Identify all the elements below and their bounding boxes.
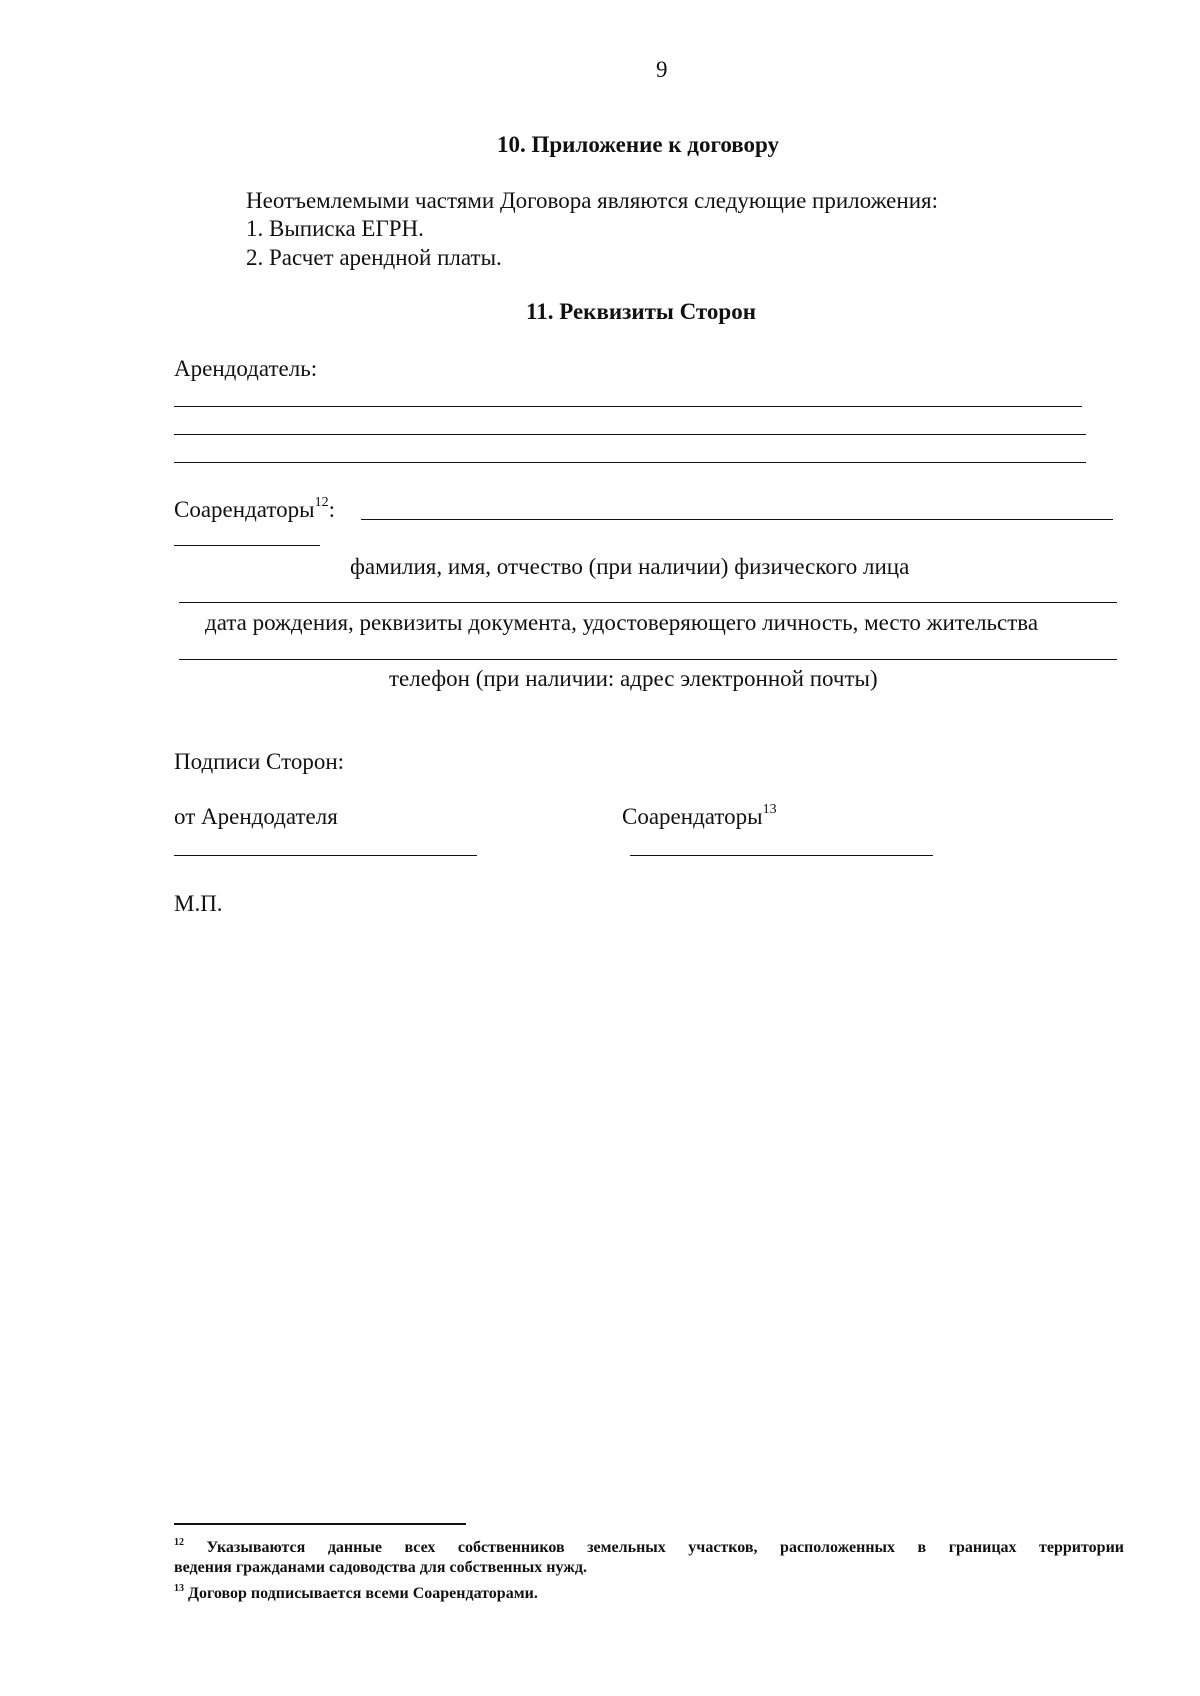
landlord-line-2 bbox=[174, 434, 1086, 435]
section-10-heading: 10. Приложение к договору bbox=[497, 132, 779, 157]
cotenants-line bbox=[361, 519, 1113, 520]
phone-line bbox=[179, 659, 1117, 660]
footnote-12 bbox=[174, 1538, 1124, 1578]
landlord-line-1 bbox=[174, 406, 1082, 407]
footnote-separator bbox=[174, 1523, 466, 1525]
footnote-ref-12: 12 bbox=[314, 495, 329, 511]
landlord-line-3 bbox=[174, 462, 1086, 463]
appendix-item-1: 1. Выписка ЕГРН. bbox=[246, 216, 424, 241]
footnote-12-number: 12 bbox=[174, 1536, 184, 1548]
footnote-13-number: 13 bbox=[174, 1582, 184, 1594]
caption-phone-email: телефон (при наличии: адрес электронной почты) bbox=[389, 666, 878, 691]
footnote-12-text-continued: ведения гражданами садоводства для собственных нужд. bbox=[174, 1559, 587, 1576]
caption-birth-document: дата рождения, реквизиты документа, удостоверяющего личность, место жительства bbox=[205, 610, 1039, 635]
signatures-heading: Подписи Сторон: bbox=[174, 749, 345, 774]
caption-full-name: фамилия, имя, отчество (при наличии) физического лица bbox=[350, 554, 910, 579]
footnote-12-line-1 bbox=[174, 1538, 1124, 1558]
page-number: 9 bbox=[656, 57, 668, 82]
landlord-label: Арендодатель: bbox=[174, 356, 318, 381]
cotenants-short-line bbox=[174, 545, 320, 546]
appendix-intro: Неотъемлемыми частями Договора являются следующие приложения: bbox=[246, 188, 938, 213]
landlord-signature-label: от Арендодателя bbox=[174, 804, 338, 829]
cotenants-signature-line bbox=[630, 855, 933, 856]
cotenants-colon: : bbox=[328, 497, 335, 522]
footnote-13 bbox=[174, 1584, 538, 1604]
landlord-signature-line bbox=[174, 855, 477, 856]
seal-label: М.П. bbox=[174, 891, 223, 916]
footnote-12-text: Указываются данные всех собственников земельных участков, расположенных в границах территории bbox=[206, 1539, 1125, 1556]
cotenants-label bbox=[174, 496, 335, 523]
birth-line bbox=[179, 602, 1117, 603]
cotenants-signature-text: Соарендаторы bbox=[622, 804, 763, 829]
cotenants-signature-label bbox=[622, 803, 777, 830]
appendix-item-2: 2. Расчет арендной платы. bbox=[246, 245, 502, 270]
footnote-ref-13: 13 bbox=[762, 802, 777, 818]
section-11-heading: 11. Реквизиты Сторон bbox=[526, 299, 756, 324]
cotenants-text: Соарендаторы bbox=[174, 497, 315, 522]
footnote-13-text: Договор подписывается всеми Соарендаторами. bbox=[188, 1585, 538, 1602]
